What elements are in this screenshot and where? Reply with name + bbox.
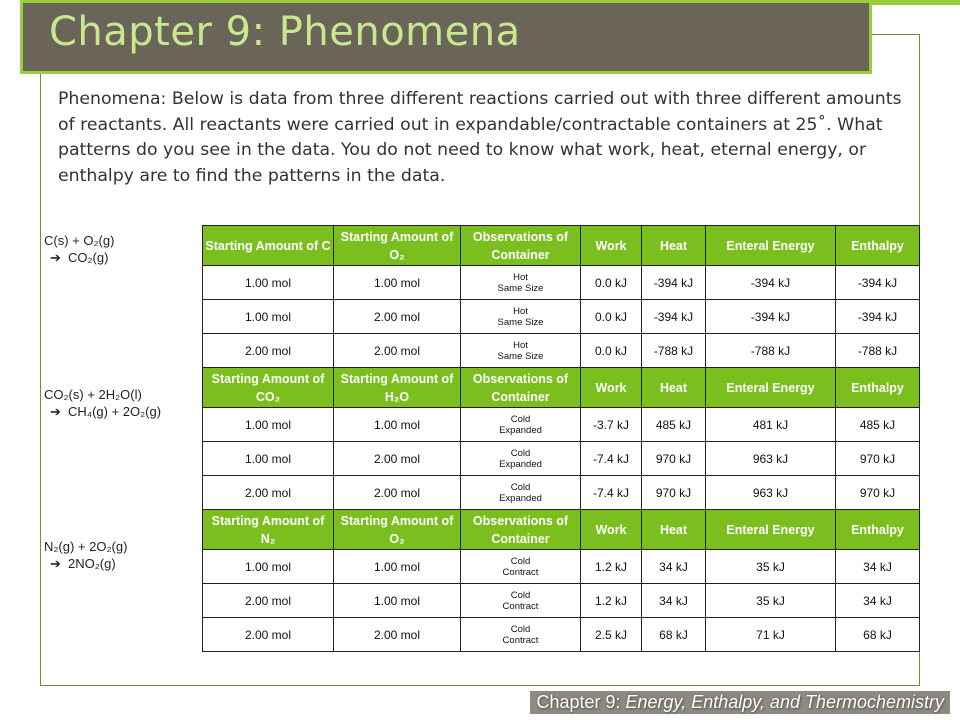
table-body — [203, 226, 920, 652]
cell-observation — [461, 550, 581, 584]
observation-size: Contract — [502, 566, 539, 578]
cell-amount-a: 1.00 mol — [203, 300, 334, 334]
cell-observation — [461, 584, 581, 618]
observation-size: Expanded — [499, 492, 542, 504]
table-row — [203, 442, 920, 476]
arrow-icon: ➔ — [50, 556, 61, 571]
cell-amount-a: 2.00 mol — [203, 584, 334, 618]
cell-enthalpy: 485 kJ — [836, 408, 920, 442]
observation-size: Same Size — [497, 282, 544, 294]
cell-amount-a: 2.00 mol — [203, 334, 334, 368]
cell-amount-b: 2.00 mol — [334, 442, 461, 476]
header-heat: Heat — [642, 510, 706, 550]
cell-amount-a: 2.00 mol — [203, 476, 334, 510]
observation-size: Same Size — [497, 350, 544, 362]
cell-observation — [461, 476, 581, 510]
cell-heat: -394 kJ — [642, 266, 706, 300]
cell-heat: 34 kJ — [642, 584, 706, 618]
header-observations: Observations of Container — [461, 510, 581, 550]
cell-internal-energy: 481 kJ — [706, 408, 836, 442]
header-enthalpy: Enthalpy — [836, 510, 920, 550]
cell-internal-energy: 35 kJ — [706, 584, 836, 618]
cell-amount-a: 1.00 mol — [203, 442, 334, 476]
header-heat: Heat — [642, 368, 706, 408]
cell-observation — [461, 408, 581, 442]
header-starting-amount-b: Starting Amount of H₂O — [334, 368, 461, 408]
cell-work: -3.7 kJ — [581, 408, 642, 442]
cell-enthalpy: 34 kJ — [836, 550, 920, 584]
top-accent-strip — [872, 0, 960, 5]
cell-internal-energy: -788 kJ — [706, 334, 836, 368]
cell-work: 0.0 kJ — [581, 334, 642, 368]
cell-work: 0.0 kJ — [581, 266, 642, 300]
observation-temperature: Cold — [510, 447, 531, 459]
observation-temperature: Cold — [510, 589, 531, 601]
reaction-3-reactants: N₂(g) + 2O₂(g) — [44, 539, 128, 554]
cell-heat: 970 kJ — [642, 476, 706, 510]
cell-amount-b: 2.00 mol — [334, 334, 461, 368]
reaction-2-equation — [44, 386, 161, 420]
observation-temperature: Cold — [510, 555, 531, 567]
header-row — [203, 226, 920, 266]
cell-enthalpy: 34 kJ — [836, 584, 920, 618]
observation-temperature: Cold — [510, 413, 531, 425]
header-work: Work — [581, 226, 642, 266]
cell-work: -7.4 kJ — [581, 476, 642, 510]
cell-amount-b: 2.00 mol — [334, 300, 461, 334]
header-work: Work — [581, 368, 642, 408]
cell-enthalpy: 970 kJ — [836, 442, 920, 476]
observation-temperature: Hot — [513, 305, 528, 317]
header-internal-energy: Enteral Energy — [706, 510, 836, 550]
footer-subtitle: Energy, Enthalpy, and Thermochemistry — [625, 692, 944, 712]
table-row — [203, 476, 920, 510]
cell-enthalpy: -394 kJ — [836, 300, 920, 334]
cell-heat: -394 kJ — [642, 300, 706, 334]
header-row — [203, 368, 920, 408]
cell-heat: 970 kJ — [642, 442, 706, 476]
cell-amount-b: 2.00 mol — [334, 618, 461, 652]
table-row — [203, 550, 920, 584]
footer-prefix: Chapter 9: — [536, 692, 626, 712]
footer-caption — [530, 691, 950, 714]
cell-enthalpy: -394 kJ — [836, 266, 920, 300]
cell-amount-b: 2.00 mol — [334, 476, 461, 510]
reaction-3-equation — [44, 538, 127, 572]
cell-work: 1.2 kJ — [581, 584, 642, 618]
observation-temperature: Hot — [513, 339, 528, 351]
reaction-2-products: CH₄(g) + 2O₂(g) — [68, 404, 162, 419]
header-starting-amount-a: Starting Amount of CO₂ — [203, 368, 334, 408]
header-heat: Heat — [642, 226, 706, 266]
cell-internal-energy: -394 kJ — [706, 266, 836, 300]
reaction-1-products: CO₂(g) — [68, 250, 109, 265]
table-row — [203, 618, 920, 652]
cell-internal-energy: 963 kJ — [706, 442, 836, 476]
header-observations: Observations of Container — [461, 368, 581, 408]
cell-amount-b: 1.00 mol — [334, 584, 461, 618]
cell-observation — [461, 618, 581, 652]
observation-temperature: Hot — [513, 271, 528, 283]
header-observations: Observations of Container — [461, 226, 581, 266]
intro-paragraph: Phenomena: Below is data from three different reactions carried out with three different amounts of reactants. All reactants were carried out in expandable/contractable containers at 25˚. What patterns do you see in the data. You do not need to know what work, heat, eternal energy, or enthalpy are to find the patterns in the data. — [58, 89, 902, 186]
reaction-1-equation — [44, 232, 114, 266]
cell-amount-a: 1.00 mol — [203, 266, 334, 300]
cell-work: 1.2 kJ — [581, 550, 642, 584]
header-starting-amount-a: Starting Amount of N₂ — [203, 510, 334, 550]
header-internal-energy: Enteral Energy — [706, 226, 836, 266]
reaction-3-products: 2NO₂(g) — [68, 556, 116, 571]
header-starting-amount-b: Starting Amount of O₂ — [334, 510, 461, 550]
table-row — [203, 300, 920, 334]
header-work: Work — [581, 510, 642, 550]
cell-heat: -788 kJ — [642, 334, 706, 368]
observation-temperature: Cold — [510, 623, 531, 635]
observation-size: Contract — [502, 600, 539, 612]
cell-work: -7.4 kJ — [581, 442, 642, 476]
reaction-1-reactants: C(s) + O₂(g) — [44, 233, 115, 248]
table-row — [203, 584, 920, 618]
header-internal-energy: Enteral Energy — [706, 368, 836, 408]
cell-observation — [461, 300, 581, 334]
header-starting-amount-a: Starting Amount of C — [203, 226, 334, 266]
cell-work: 2.5 kJ — [581, 618, 642, 652]
cell-observation — [461, 442, 581, 476]
observation-temperature: Cold — [510, 481, 531, 493]
cell-enthalpy: 68 kJ — [836, 618, 920, 652]
slide-title: Chapter 9: Phenomena — [49, 9, 521, 55]
cell-heat: 34 kJ — [642, 550, 706, 584]
header-enthalpy: Enthalpy — [836, 226, 920, 266]
cell-amount-a: 1.00 mol — [203, 408, 334, 442]
cell-heat: 485 kJ — [642, 408, 706, 442]
table-row — [203, 408, 920, 442]
observation-size: Expanded — [499, 458, 542, 470]
header-starting-amount-b: Starting Amount of O₂ — [334, 226, 461, 266]
arrow-icon: ➔ — [50, 404, 61, 419]
reaction-data-table — [202, 225, 920, 652]
cell-internal-energy: -394 kJ — [706, 300, 836, 334]
cell-observation — [461, 334, 581, 368]
cell-enthalpy: -788 kJ — [836, 334, 920, 368]
cell-amount-b: 1.00 mol — [334, 408, 461, 442]
cell-heat: 68 kJ — [642, 618, 706, 652]
arrow-icon: ➔ — [50, 250, 61, 265]
cell-internal-energy: 35 kJ — [706, 550, 836, 584]
title-banner — [20, 0, 872, 74]
cell-internal-energy: 963 kJ — [706, 476, 836, 510]
header-enthalpy: Enthalpy — [836, 368, 920, 408]
cell-work: 0.0 kJ — [581, 300, 642, 334]
cell-internal-energy: 71 kJ — [706, 618, 836, 652]
observation-size: Expanded — [499, 424, 542, 436]
cell-amount-b: 1.00 mol — [334, 550, 461, 584]
table-row — [203, 266, 920, 300]
observation-size: Contract — [502, 634, 539, 646]
reaction-2-reactants: CO₂(s) + 2H₂O(l) — [44, 387, 142, 402]
cell-enthalpy: 970 kJ — [836, 476, 920, 510]
header-row — [203, 510, 920, 550]
cell-amount-a: 1.00 mol — [203, 550, 334, 584]
cell-amount-b: 1.00 mol — [334, 266, 461, 300]
observation-size: Same Size — [497, 316, 544, 328]
cell-amount-a: 2.00 mol — [203, 618, 334, 652]
table-row — [203, 334, 920, 368]
cell-observation — [461, 266, 581, 300]
